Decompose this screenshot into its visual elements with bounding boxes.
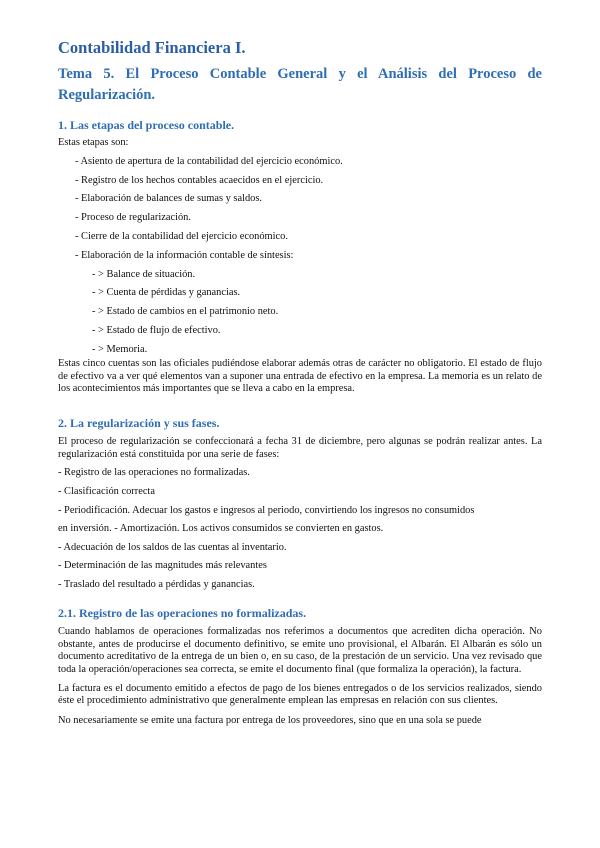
list-item: - Registro de los hechos contables acaecidos en el ejercicio. [75,174,324,186]
section-1-closing: Estas cinco cuentas son las oficiales pudiéndose elaborar además otras de carácter no obligatorio. El estado de flujo de efectivo va a ver qué elementos van a suponer una entrada de efectivo en la empresa. La memoria es un relato de los acontecimientos más importantes que se lleva a cabo en la empresa. [58,358,542,394]
list-item: - Adecuación de los saldos de las cuentas al inventario. [58,541,287,553]
list-item: - Traslado del resultado a pérdidas y ganancias. [58,578,255,590]
sublist-item: - > Estado de cambios en el patrimonio neto. [92,306,279,318]
section-1-sublist [58,269,542,357]
sublist-item: - > Memoria. [92,343,148,355]
section-2-list [58,467,542,591]
section-1-list [58,156,542,262]
section-1-intro: Estas etapas son: [58,137,129,148]
list-item: - Proceso de regularización. [75,212,191,224]
list-item: - Asiento de apertura de la contabilidad del ejercicio económico. [75,155,343,167]
list-item: - Elaboración de balances de sumas y saldos. [75,193,262,205]
document-page [58,38,542,727]
section-2-heading: 2. La regularización y sus fases. [58,416,220,431]
list-item: - Periodificación. Adecuar los gastos e ingresos al periodo, convirtiendo los ingresos no consumidos [58,504,475,516]
sublist-item: - > Estado de flujo de efectivo. [92,324,221,336]
list-item: - Cierre de la contabilidad del ejercicio económico. [75,230,288,242]
document-subtitle: Tema 5. El Proceso Contable General y el Análisis del Proceso de Regularización. [58,66,542,103]
list-item: en inversión. - Amortización. Los activos consumidos se convierten en gastos. [58,523,384,535]
list-item: - Registro de las operaciones no formalizadas. [58,467,250,479]
list-item: - Clasificación correcta [58,485,155,497]
section-2-1-paragraph: Cuando hablamos de operaciones formalizadas nos referimos a documentos que acrediten dicha operación. No obstante, antes de producirse el documento definitivo, se emite uno provisional, el Albarán. El Albarán es sólo un documento acreditativo de la entrega de un bien o, en su caso, de la prestación de un servicio. Una vez revisado que toda la operación/operaciones sea correcta, se emite el documento final (que formaliza la operación), la factura. [58,626,542,675]
document-title: Contabilidad Financiera I. [58,38,246,57]
section-2-intro: El proceso de regularización se confeccionará a fecha 31 de diciembre, pero algunas se podrán realizar antes. La regularización está constituida por una serie de fases: [58,436,542,460]
list-item: - Elaboración de la información contable de síntesis: [75,249,294,261]
section-2-1-heading: 2.1. Registro de las operaciones no formalizadas. [58,606,307,621]
section-2-1-paragraph: No necesariamente se emite una factura por entrega de los proveedores, sino que en una sola se puede [58,714,482,726]
section-2-1-paragraph: La factura es el documento emitido a efectos de pago de los bienes entregados o de los servicios realizados, siendo éste el procedimiento administrativo que generalmente emplean las empresas en relación con sus clientes. [58,682,542,707]
sublist-item: - > Balance de situación. [92,268,196,280]
section-1-heading: 1. Las etapas del proceso contable. [58,118,235,132]
list-item: - Determinación de las magnitudes más relevantes [58,560,267,572]
sublist-item: - > Cuenta de pérdidas y ganancias. [92,287,241,299]
